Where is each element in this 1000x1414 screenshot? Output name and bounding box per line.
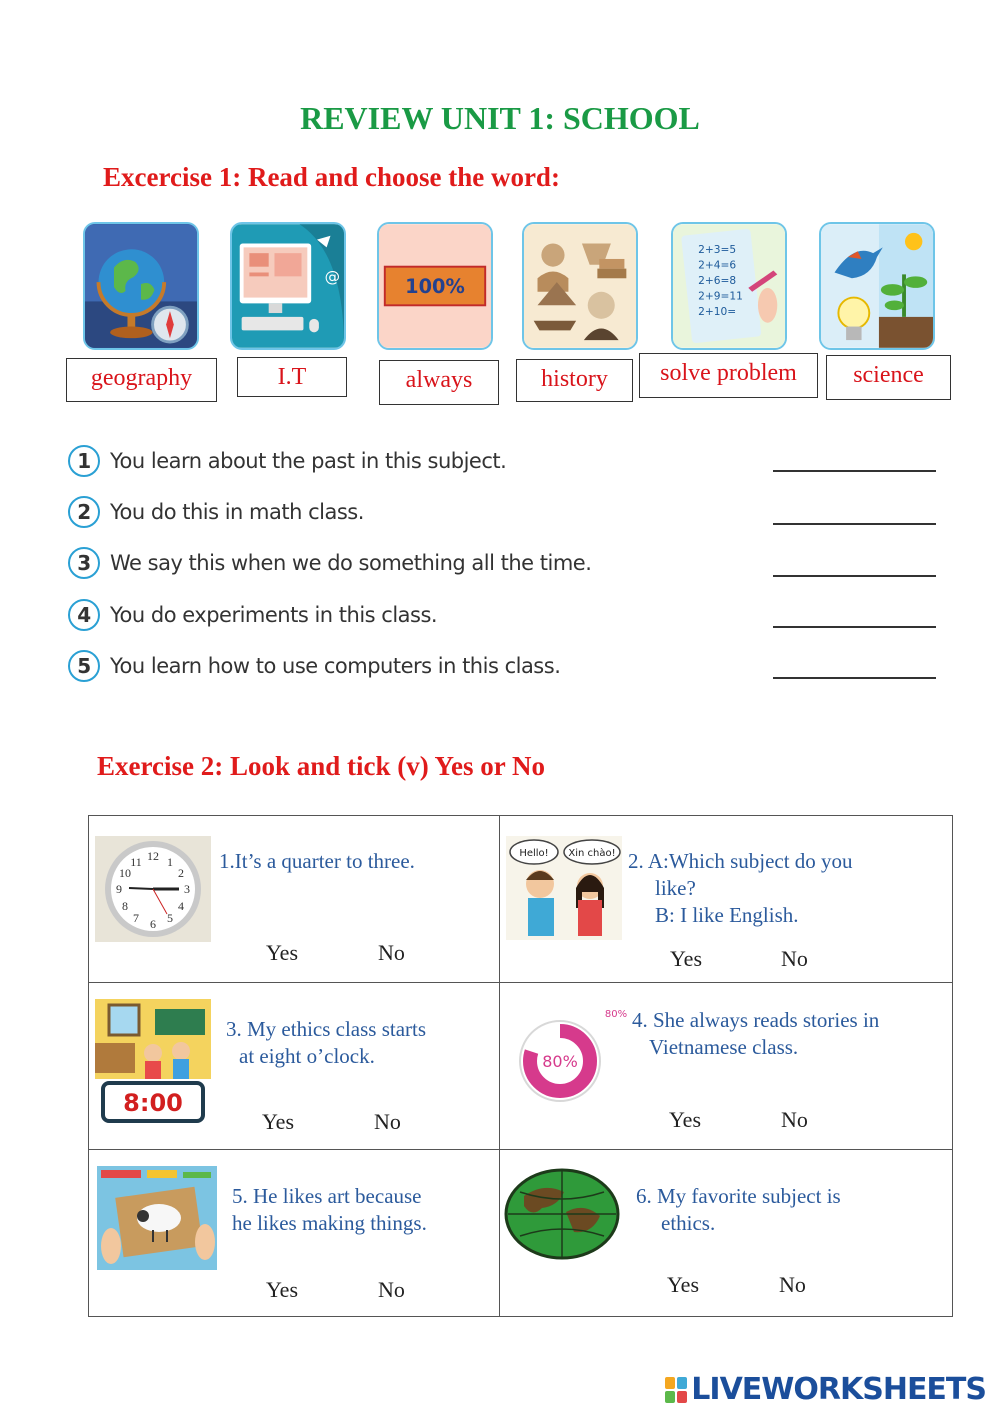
item-cell-1 bbox=[89, 816, 500, 983]
svg-text:5: 5 bbox=[167, 911, 173, 925]
word-solve-problem: solve problem bbox=[639, 353, 818, 398]
svg-text:2+6=8: 2+6=8 bbox=[698, 274, 737, 288]
question-number: 3 bbox=[68, 547, 100, 579]
question-text: You learn about the past in this subject. bbox=[110, 449, 507, 473]
liveworksheets-logo bbox=[665, 1372, 986, 1407]
no-option-6[interactable]: No bbox=[779, 1272, 806, 1297]
question-text: You learn how to use computers in this class. bbox=[110, 654, 561, 678]
answer-line-1[interactable] bbox=[773, 470, 936, 472]
question-2 bbox=[68, 492, 364, 532]
no-option-4[interactable]: No bbox=[781, 1107, 808, 1132]
math-sums-icon bbox=[671, 222, 787, 350]
donut-corner-label: 80% bbox=[604, 1009, 628, 1020]
svg-text:10: 10 bbox=[119, 866, 131, 880]
svg-text:2+10=: 2+10= bbox=[698, 304, 737, 318]
item-3-text-2: at eight o’clock. bbox=[239, 1044, 375, 1068]
percent-100-icon bbox=[377, 222, 493, 350]
logo-icon bbox=[665, 1377, 687, 1403]
svg-text:@: @ bbox=[324, 268, 341, 287]
item-6-text-2: ethics. bbox=[661, 1211, 716, 1235]
svg-text:4: 4 bbox=[178, 899, 184, 913]
svg-text:9: 9 bbox=[116, 882, 122, 896]
yes-option-5[interactable]: Yes bbox=[266, 1277, 299, 1302]
svg-text:12: 12 bbox=[147, 849, 159, 863]
item-3-text: 3. My ethics class starts bbox=[226, 1017, 427, 1041]
question-1 bbox=[68, 441, 506, 481]
item-cell-5 bbox=[89, 1150, 500, 1317]
logo-text: LIVEWORKSHEETS bbox=[691, 1372, 986, 1407]
no-option-2[interactable]: No bbox=[781, 946, 808, 971]
donut-center-label: 80% bbox=[542, 1052, 578, 1071]
item-cell-6 bbox=[500, 1150, 953, 1317]
item-2-text: 2. A:Which subject do you bbox=[628, 849, 853, 873]
yes-option-6[interactable]: Yes bbox=[667, 1272, 700, 1297]
word-geography: geography bbox=[66, 358, 217, 402]
question-5 bbox=[68, 646, 560, 686]
bubble-xin-chao: Xin chào! bbox=[568, 848, 616, 859]
item-6-text: 6. My favorite subject is bbox=[636, 1184, 841, 1208]
no-option-5[interactable]: No bbox=[378, 1277, 405, 1302]
word-science: science bbox=[826, 355, 951, 400]
item-2-text-2: like? bbox=[655, 876, 696, 900]
exercise-2-heading: Exercise 2: Look and tick (v) Yes or No bbox=[97, 751, 545, 781]
question-3 bbox=[68, 543, 591, 583]
yes-option-3[interactable]: Yes bbox=[262, 1109, 295, 1134]
answer-line-2[interactable] bbox=[773, 523, 936, 525]
donut-80-icon bbox=[508, 1001, 632, 1109]
classroom-icon bbox=[95, 999, 211, 1125]
word-it: I.T bbox=[237, 357, 347, 397]
question-number: 5 bbox=[68, 650, 100, 682]
yes-option-1[interactable]: Yes bbox=[266, 940, 299, 965]
answer-line-5[interactable] bbox=[773, 677, 936, 679]
svg-text:2+3=5: 2+3=5 bbox=[698, 243, 737, 257]
question-text: You do this in math class. bbox=[110, 500, 364, 524]
item-1-text: 1.It’s a quarter to three. bbox=[219, 849, 415, 873]
svg-text:100%: 100% bbox=[405, 274, 465, 298]
clock-text: 8:00 bbox=[123, 1089, 183, 1117]
item-cell-4 bbox=[500, 983, 953, 1150]
computer-icon bbox=[230, 222, 346, 350]
item-2-text-3: B: I like English. bbox=[655, 903, 799, 927]
bubble-hello: Hello! bbox=[519, 848, 549, 859]
item-cell-3 bbox=[89, 983, 500, 1150]
question-number: 4 bbox=[68, 599, 100, 631]
science-nature-icon bbox=[819, 222, 935, 350]
page-title: REVIEW UNIT 1: SCHOOL bbox=[300, 100, 700, 136]
svg-text:2+9=11: 2+9=11 bbox=[698, 289, 743, 303]
yes-option-4[interactable]: Yes bbox=[669, 1107, 702, 1132]
no-option-3[interactable]: No bbox=[374, 1109, 401, 1134]
question-number: 2 bbox=[68, 496, 100, 528]
item-cell-2 bbox=[500, 816, 953, 983]
svg-text:2: 2 bbox=[178, 866, 184, 880]
question-text: You do experiments in this class. bbox=[110, 603, 438, 627]
word-always: always bbox=[379, 360, 499, 405]
kids-greeting-icon bbox=[506, 836, 622, 940]
word-history: history bbox=[516, 359, 633, 402]
exercise-1-heading: Excercise 1: Read and choose the word: bbox=[103, 162, 560, 192]
history-figures-icon bbox=[522, 222, 638, 350]
item-4-text-2: Vietnamese class. bbox=[649, 1035, 799, 1059]
svg-text:3: 3 bbox=[184, 882, 190, 896]
question-4 bbox=[68, 595, 437, 635]
svg-text:2+4=6: 2+4=6 bbox=[698, 258, 737, 272]
item-4-text: 4. She always reads stories in bbox=[632, 1008, 880, 1032]
svg-text:1: 1 bbox=[167, 855, 173, 869]
svg-text:7: 7 bbox=[133, 911, 139, 925]
yes-option-2[interactable]: Yes bbox=[670, 946, 703, 971]
question-text: We say this when we do something all the time. bbox=[110, 551, 592, 575]
item-5-text-2: he likes making things. bbox=[232, 1211, 427, 1235]
answer-line-4[interactable] bbox=[773, 626, 936, 628]
no-option-1[interactable]: No bbox=[378, 940, 405, 965]
svg-text:11: 11 bbox=[130, 855, 142, 869]
answer-line-3[interactable] bbox=[773, 575, 936, 577]
exercise-2-table bbox=[88, 815, 953, 1317]
svg-text:6: 6 bbox=[150, 917, 156, 931]
clock-icon bbox=[95, 836, 211, 942]
art-craft-icon bbox=[97, 1166, 217, 1270]
item-5-text: 5. He likes art because bbox=[232, 1184, 422, 1208]
green-globe-icon bbox=[504, 1166, 622, 1262]
svg-text:8: 8 bbox=[122, 899, 128, 913]
globe-icon bbox=[83, 222, 199, 350]
question-number: 1 bbox=[68, 445, 100, 477]
